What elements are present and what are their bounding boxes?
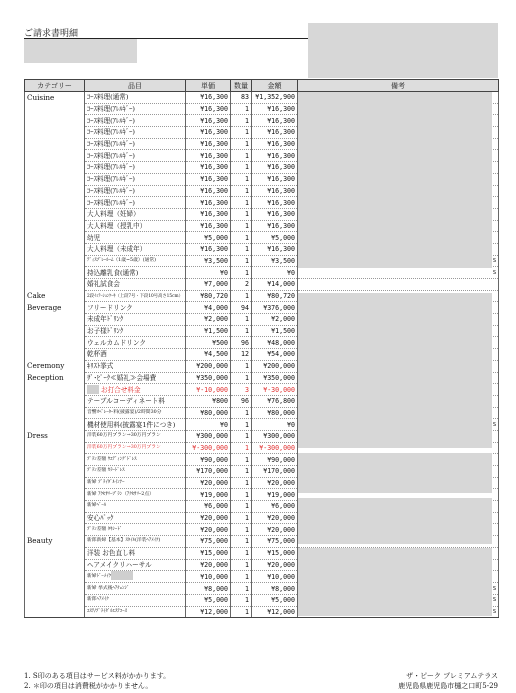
unit-price-cell: ¥500 bbox=[186, 337, 231, 349]
amount-cell: ¥-300,000 bbox=[252, 442, 298, 454]
col-header-remarks: 備考 bbox=[298, 80, 499, 92]
quantity-cell: 1 bbox=[231, 255, 252, 267]
item-cell: 新郎ﾍｱﾒｲｸ bbox=[85, 594, 186, 606]
item-cell: お子様ﾄﾞﾘﾝｸ bbox=[85, 325, 186, 337]
unit-price-cell: ¥-10,000 bbox=[186, 384, 231, 396]
quantity-cell: 1 bbox=[231, 103, 252, 115]
category-cell bbox=[25, 524, 85, 536]
item-cell: 安心ﾊﾟｯｸ bbox=[85, 512, 186, 524]
amount-cell: ¥376,000 bbox=[252, 302, 298, 314]
quantity-cell: 1 bbox=[231, 220, 252, 232]
quantity-cell: 1 bbox=[231, 454, 252, 466]
item-cell: ﾃﾞｨｽﾌﾟﾚｰﾙｰﾑ（1歳~5歳）(通常) bbox=[85, 255, 186, 267]
redacted-item-box bbox=[87, 385, 99, 394]
amount-cell: ¥16,300 bbox=[252, 220, 298, 232]
quantity-cell: 3 bbox=[231, 384, 252, 396]
footer-notes bbox=[24, 671, 170, 691]
item-cell: 2段ｲﾐﾃｰｼｮﾝｹｰｷ（上段7号・下段10号高さ15cm） bbox=[85, 290, 186, 302]
amount-cell: ¥16,300 bbox=[252, 115, 298, 127]
category-cell bbox=[25, 232, 85, 244]
quantity-cell: 1 bbox=[231, 547, 252, 559]
redacted-address-block bbox=[308, 23, 498, 78]
category-cell bbox=[25, 325, 85, 337]
category-cell bbox=[25, 489, 85, 501]
quantity-cell: 1 bbox=[231, 524, 252, 536]
category-cell: Cake bbox=[25, 290, 85, 302]
remarks-cell: S bbox=[298, 267, 499, 279]
unit-price-cell: ¥16,300 bbox=[186, 173, 231, 185]
item-cell: 新婦ﾍﾞｰﾙ bbox=[85, 501, 186, 513]
category-cell bbox=[25, 442, 85, 454]
category-cell bbox=[25, 349, 85, 361]
redacted-remarks-5 bbox=[298, 548, 492, 616]
quantity-cell: 1 bbox=[231, 466, 252, 478]
item-cell: ウェルカムドリンク bbox=[85, 337, 186, 349]
category-cell bbox=[25, 606, 85, 618]
unit-price-cell: ¥0 bbox=[186, 419, 231, 431]
category-cell bbox=[25, 173, 85, 185]
amount-cell: ¥2,000 bbox=[252, 314, 298, 326]
amount-cell: ¥16,300 bbox=[252, 208, 298, 220]
quantity-cell: 1 bbox=[231, 583, 252, 595]
quantity-cell: 1 bbox=[231, 325, 252, 337]
category-cell bbox=[25, 407, 85, 419]
item-cell: 新婦 ｱｸｾｻﾘｰﾌﾟﾗﾝ（ｱｸｾｻﾘｰ2点） bbox=[85, 489, 186, 501]
quantity-cell: 1 bbox=[231, 290, 252, 302]
quantity-cell: 1 bbox=[231, 208, 252, 220]
item-cell: ｺｰｽ料理(ｱﾚﾙｷﾞｰ) bbox=[85, 127, 186, 139]
quantity-cell: 1 bbox=[231, 489, 252, 501]
category-cell bbox=[25, 267, 85, 279]
quantity-cell: 1 bbox=[231, 571, 252, 583]
amount-cell: ¥54,000 bbox=[252, 349, 298, 361]
quantity-cell: 96 bbox=[231, 395, 252, 407]
item-cell: ヘアメイクリハーサル bbox=[85, 559, 186, 571]
redacted-remarks-2 bbox=[298, 293, 492, 448]
category-cell bbox=[25, 501, 85, 513]
quantity-cell: 1 bbox=[231, 559, 252, 571]
unit-price-cell: ¥300,000 bbox=[186, 430, 231, 442]
unit-price-cell: ¥80,000 bbox=[186, 407, 231, 419]
category-cell bbox=[25, 279, 85, 291]
amount-cell: ¥90,000 bbox=[252, 454, 298, 466]
amount-cell: ¥170,000 bbox=[252, 466, 298, 478]
amount-cell: ¥1,352,900 bbox=[252, 92, 298, 104]
quantity-cell: 1 bbox=[231, 594, 252, 606]
redacted-item-box bbox=[111, 571, 133, 580]
unit-price-cell: ¥800 bbox=[186, 395, 231, 407]
quantity-cell: 96 bbox=[231, 337, 252, 349]
unit-price-cell: ¥16,300 bbox=[186, 127, 231, 139]
unit-price-cell: ¥15,000 bbox=[186, 547, 231, 559]
category-cell bbox=[25, 594, 85, 606]
category-cell: Reception bbox=[25, 372, 85, 384]
redacted-remarks-4 bbox=[298, 498, 492, 544]
quantity-cell: 1 bbox=[231, 430, 252, 442]
quantity-cell: 1 bbox=[231, 407, 252, 419]
item-cell: 洋装 お色直し料 bbox=[85, 547, 186, 559]
amount-cell: ¥16,300 bbox=[252, 150, 298, 162]
amount-cell: ¥1,500 bbox=[252, 325, 298, 337]
redacted-remarks-1 bbox=[298, 92, 492, 268]
item-cell: 新婦 ﾌﾞﾗｲﾀﾞﾙｲﾝﾅｰ bbox=[85, 477, 186, 489]
category-cell bbox=[25, 150, 85, 162]
item-cell: フリードリンク bbox=[85, 302, 186, 314]
amount-cell: ¥10,000 bbox=[252, 571, 298, 583]
unit-price-cell: ¥4,000 bbox=[186, 302, 231, 314]
table-row bbox=[25, 279, 499, 291]
amount-cell: ¥200,000 bbox=[252, 360, 298, 372]
item-cell: 新郎新婦【基本】ｽﾀｲﾙ(洋装ﾍｱﾒｲｸ) bbox=[85, 536, 186, 548]
footer-note-tax: 2. ＊印の項目は消費税がかかりません。 bbox=[24, 682, 153, 690]
item-cell: 大人料理（授乳中） bbox=[85, 220, 186, 232]
remarks-cell bbox=[298, 279, 499, 291]
amount-cell: ¥15,000 bbox=[252, 547, 298, 559]
category-cell bbox=[25, 571, 85, 583]
quantity-cell: 1 bbox=[231, 442, 252, 454]
amount-cell: ¥80,720 bbox=[252, 290, 298, 302]
quantity-cell: 1 bbox=[231, 267, 252, 279]
category-cell bbox=[25, 583, 85, 595]
col-header-unit-price: 単価 bbox=[186, 80, 231, 92]
company-address: 鹿児島県鹿児島市樋之口町5-29 bbox=[398, 682, 498, 690]
amount-cell: ¥75,000 bbox=[252, 536, 298, 548]
item-cell: ｺｰｽ料理(ｱﾚﾙｷﾞｰ) bbox=[85, 173, 186, 185]
unit-price-cell: ¥2,000 bbox=[186, 314, 231, 326]
amount-cell: ¥14,000 bbox=[252, 279, 298, 291]
category-cell: Beauty bbox=[25, 536, 85, 548]
unit-price-cell: ¥16,300 bbox=[186, 185, 231, 197]
unit-price-cell: ¥5,000 bbox=[186, 594, 231, 606]
item-cell: 婚礼試食会 bbox=[85, 279, 186, 291]
category-cell bbox=[25, 208, 85, 220]
amount-cell: ¥-30,000 bbox=[252, 384, 298, 396]
item-cell: ｺｰｽ料理(ｱﾚﾙｷﾞｰ) bbox=[85, 103, 186, 115]
item-cell: 持込離乳食(通常) bbox=[85, 267, 186, 279]
col-header-item: 品目 bbox=[85, 80, 186, 92]
item-cell: ｺｰｽ料理(ｱﾚﾙｷﾞｰ) bbox=[85, 197, 186, 209]
item-cell: 大人料理（未成年） bbox=[85, 243, 186, 255]
category-cell bbox=[25, 395, 85, 407]
unit-price-cell: ¥10,000 bbox=[186, 571, 231, 583]
category-cell: Dress bbox=[25, 430, 85, 442]
unit-price-cell: ¥16,300 bbox=[186, 92, 231, 104]
item-cell: テーブルコーディネート料 bbox=[85, 395, 186, 407]
category-cell bbox=[25, 138, 85, 150]
item-cell: 幼児 bbox=[85, 232, 186, 244]
category-cell bbox=[25, 454, 85, 466]
amount-cell: ¥350,000 bbox=[252, 372, 298, 384]
unit-price-cell: ¥8,000 bbox=[186, 583, 231, 595]
quantity-cell: 1 bbox=[231, 512, 252, 524]
quantity-cell: 1 bbox=[231, 243, 252, 255]
category-cell: Beverage bbox=[25, 302, 85, 314]
footer-note-service: 1. S印のある項目はサービス料がかかります。 bbox=[24, 672, 171, 680]
quantity-cell: 1 bbox=[231, 419, 252, 431]
amount-cell: ¥8,000 bbox=[252, 583, 298, 595]
quantity-cell: 83 bbox=[231, 92, 252, 104]
unit-price-cell: ¥5,000 bbox=[186, 232, 231, 244]
item-cell: 新婦 挙式後ﾍｱﾁｪﾝｼﾞ bbox=[85, 583, 186, 595]
unit-price-cell: ¥350,000 bbox=[186, 372, 231, 384]
amount-cell: ¥5,000 bbox=[252, 232, 298, 244]
category-cell: Cuisine bbox=[25, 92, 85, 104]
item-cell: ｺｰｽ料理(ｱﾚﾙｷﾞｰ) bbox=[85, 185, 186, 197]
item-cell: ｴｽﾃ/ﾌﾞﾗｲﾀﾞﾙｴｽﾃｺｰｽ bbox=[85, 606, 186, 618]
unit-price-cell: ¥3,500 bbox=[186, 255, 231, 267]
unit-price-cell: ¥0 bbox=[186, 267, 231, 279]
unit-price-cell: ¥170,000 bbox=[186, 466, 231, 478]
item-cell: 洋装60万円プラン→30万円プラン bbox=[85, 442, 186, 454]
item-cell: ｺｰｽ料理(ｱﾚﾙｷﾞｰ) bbox=[85, 115, 186, 127]
table-row bbox=[25, 267, 499, 279]
unit-price-cell: ¥20,000 bbox=[186, 477, 231, 489]
item-label: お打合せ料金 bbox=[101, 385, 141, 394]
category-cell bbox=[25, 547, 85, 559]
redacted-name-block bbox=[24, 39, 137, 63]
unit-price-cell: ¥16,300 bbox=[186, 150, 231, 162]
item-cell bbox=[85, 571, 186, 583]
col-header-category: カテゴリー bbox=[25, 80, 85, 92]
unit-price-cell: ¥16,300 bbox=[186, 208, 231, 220]
item-cell: 機材使用料(披露宴1件につき) bbox=[85, 419, 186, 431]
quantity-cell: 1 bbox=[231, 127, 252, 139]
quantity-cell: 1 bbox=[231, 477, 252, 489]
amount-cell: ¥80,000 bbox=[252, 407, 298, 419]
unit-price-cell: ¥16,300 bbox=[186, 162, 231, 174]
category-cell bbox=[25, 314, 85, 326]
unit-price-cell: ¥200,000 bbox=[186, 360, 231, 372]
amount-cell: ¥16,300 bbox=[252, 243, 298, 255]
amount-cell: ¥6,000 bbox=[252, 501, 298, 513]
category-cell bbox=[25, 197, 85, 209]
quantity-cell: 2 bbox=[231, 279, 252, 291]
amount-cell: ¥12,000 bbox=[252, 606, 298, 618]
unit-price-cell: ¥80,720 bbox=[186, 290, 231, 302]
remarks-cell: S bbox=[298, 419, 499, 431]
item-cell: ﾌﾟﾗﾝ差額 ﾀｷｼｰﾄﾞ bbox=[85, 524, 186, 536]
amount-cell: ¥0 bbox=[252, 267, 298, 279]
quantity-cell: 1 bbox=[231, 536, 252, 548]
item-cell: ｺｰｽ料理(通常) bbox=[85, 92, 186, 104]
amount-cell: ¥20,000 bbox=[252, 559, 298, 571]
col-header-amount: 金額 bbox=[252, 80, 298, 92]
unit-price-cell: ¥12,000 bbox=[186, 606, 231, 618]
category-cell: Ceremony bbox=[25, 360, 85, 372]
amount-cell: ¥300,000 bbox=[252, 430, 298, 442]
amount-cell: ¥16,300 bbox=[252, 103, 298, 115]
amount-cell: ¥16,300 bbox=[252, 162, 298, 174]
item-cell bbox=[85, 384, 186, 396]
remarks-cell: S bbox=[298, 255, 499, 267]
quantity-cell: 1 bbox=[231, 173, 252, 185]
unit-price-cell: ¥75,000 bbox=[186, 536, 231, 548]
unit-price-cell: ¥-300,000 bbox=[186, 442, 231, 454]
quantity-cell: 94 bbox=[231, 302, 252, 314]
category-cell bbox=[25, 419, 85, 431]
item-cell: 未成年ﾄﾞﾘﾝｸ bbox=[85, 314, 186, 326]
category-cell bbox=[25, 559, 85, 571]
category-cell bbox=[25, 162, 85, 174]
item-cell: ﾌﾟﾗﾝ差額 ｶﾗｰﾄﾞﾚｽ bbox=[85, 466, 186, 478]
footer-company bbox=[398, 671, 498, 691]
category-cell bbox=[25, 512, 85, 524]
unit-price-cell: ¥16,300 bbox=[186, 103, 231, 115]
unit-price-cell: ¥16,300 bbox=[186, 220, 231, 232]
item-cell: 大人料理（妊婦） bbox=[85, 208, 186, 220]
unit-price-cell: ¥16,300 bbox=[186, 115, 231, 127]
category-cell bbox=[25, 220, 85, 232]
category-cell bbox=[25, 255, 85, 267]
unit-price-cell: ¥20,000 bbox=[186, 512, 231, 524]
item-cell: ｷﾘｽﾄ挙式 bbox=[85, 360, 186, 372]
item-cell: 洋装60万円プラン→30万円プラン bbox=[85, 430, 186, 442]
item-cell: ｻﾞ･ﾋﾟｰｸ≪婚礼≫会場費 bbox=[85, 372, 186, 384]
col-header-quantity: 数量 bbox=[231, 80, 252, 92]
item-cell: ﾌﾟﾗﾝ差額 ｳｴﾃﾞｨﾝｸﾞﾄﾞﾚｽ bbox=[85, 454, 186, 466]
amount-cell: ¥3,500 bbox=[252, 255, 298, 267]
quantity-cell: 1 bbox=[231, 138, 252, 150]
item-cell: 音響ｵﾍﾟﾚｰﾀｰ料(披露宴)/2時間30分 bbox=[85, 407, 186, 419]
amount-cell: ¥76,800 bbox=[252, 395, 298, 407]
unit-price-cell: ¥19,000 bbox=[186, 489, 231, 501]
page-title: ご請求書明細 bbox=[24, 29, 79, 39]
quantity-cell: 1 bbox=[231, 360, 252, 372]
unit-price-cell: ¥20,000 bbox=[186, 559, 231, 571]
quantity-cell: 1 bbox=[231, 372, 252, 384]
category-cell bbox=[25, 103, 85, 115]
amount-cell: ¥5,000 bbox=[252, 594, 298, 606]
table-header-row bbox=[25, 80, 499, 92]
quantity-cell: 1 bbox=[231, 314, 252, 326]
category-cell bbox=[25, 115, 85, 127]
unit-price-cell: ¥16,300 bbox=[186, 243, 231, 255]
amount-cell: ¥19,000 bbox=[252, 489, 298, 501]
amount-cell: ¥16,300 bbox=[252, 197, 298, 209]
quantity-cell: 1 bbox=[231, 197, 252, 209]
item-cell: ｺｰｽ料理(ｱﾚﾙｷﾞｰ) bbox=[85, 150, 186, 162]
item-cell: 乾杯酒 bbox=[85, 349, 186, 361]
category-cell bbox=[25, 477, 85, 489]
remarks-cell: S bbox=[298, 594, 499, 606]
quantity-cell: 1 bbox=[231, 150, 252, 162]
category-cell bbox=[25, 243, 85, 255]
amount-cell: ¥48,000 bbox=[252, 337, 298, 349]
remarks-cell: S bbox=[298, 606, 499, 618]
category-cell bbox=[25, 466, 85, 478]
amount-cell: ¥0 bbox=[252, 419, 298, 431]
item-cell: ｺｰｽ料理(ｱﾚﾙｷﾞｰ) bbox=[85, 138, 186, 150]
quantity-cell: 1 bbox=[231, 232, 252, 244]
company-name: ザ・ピーク プレミアムテラス bbox=[406, 672, 498, 680]
quantity-cell: 1 bbox=[231, 606, 252, 618]
item-cell: ｺｰｽ料理(ｱﾚﾙｷﾞｰ) bbox=[85, 162, 186, 174]
quantity-cell: 1 bbox=[231, 185, 252, 197]
amount-cell: ¥20,000 bbox=[252, 524, 298, 536]
unit-price-cell: ¥7,000 bbox=[186, 279, 231, 291]
quantity-cell: 12 bbox=[231, 349, 252, 361]
unit-price-cell: ¥6,000 bbox=[186, 501, 231, 513]
quantity-cell: 1 bbox=[231, 501, 252, 513]
item-label: 新婦ﾄﾞｰﾒｲｸ bbox=[87, 574, 111, 580]
amount-cell: ¥16,300 bbox=[252, 173, 298, 185]
amount-cell: ¥20,000 bbox=[252, 477, 298, 489]
unit-price-cell: ¥90,000 bbox=[186, 454, 231, 466]
unit-price-cell: ¥16,300 bbox=[186, 138, 231, 150]
amount-cell: ¥16,300 bbox=[252, 138, 298, 150]
unit-price-cell: ¥20,000 bbox=[186, 524, 231, 536]
amount-cell: ¥16,300 bbox=[252, 127, 298, 139]
category-cell bbox=[25, 185, 85, 197]
unit-price-cell: ¥16,300 bbox=[186, 197, 231, 209]
redacted-remarks-3 bbox=[298, 453, 492, 493]
unit-price-cell: ¥1,500 bbox=[186, 325, 231, 337]
quantity-cell: 1 bbox=[231, 162, 252, 174]
quantity-cell: 1 bbox=[231, 115, 252, 127]
category-cell bbox=[25, 384, 85, 396]
amount-cell: ¥20,000 bbox=[252, 512, 298, 524]
amount-cell: ¥16,300 bbox=[252, 185, 298, 197]
unit-price-cell: ¥4,500 bbox=[186, 349, 231, 361]
remarks-cell: S bbox=[298, 583, 499, 595]
category-cell bbox=[25, 337, 85, 349]
category-cell bbox=[25, 127, 85, 139]
